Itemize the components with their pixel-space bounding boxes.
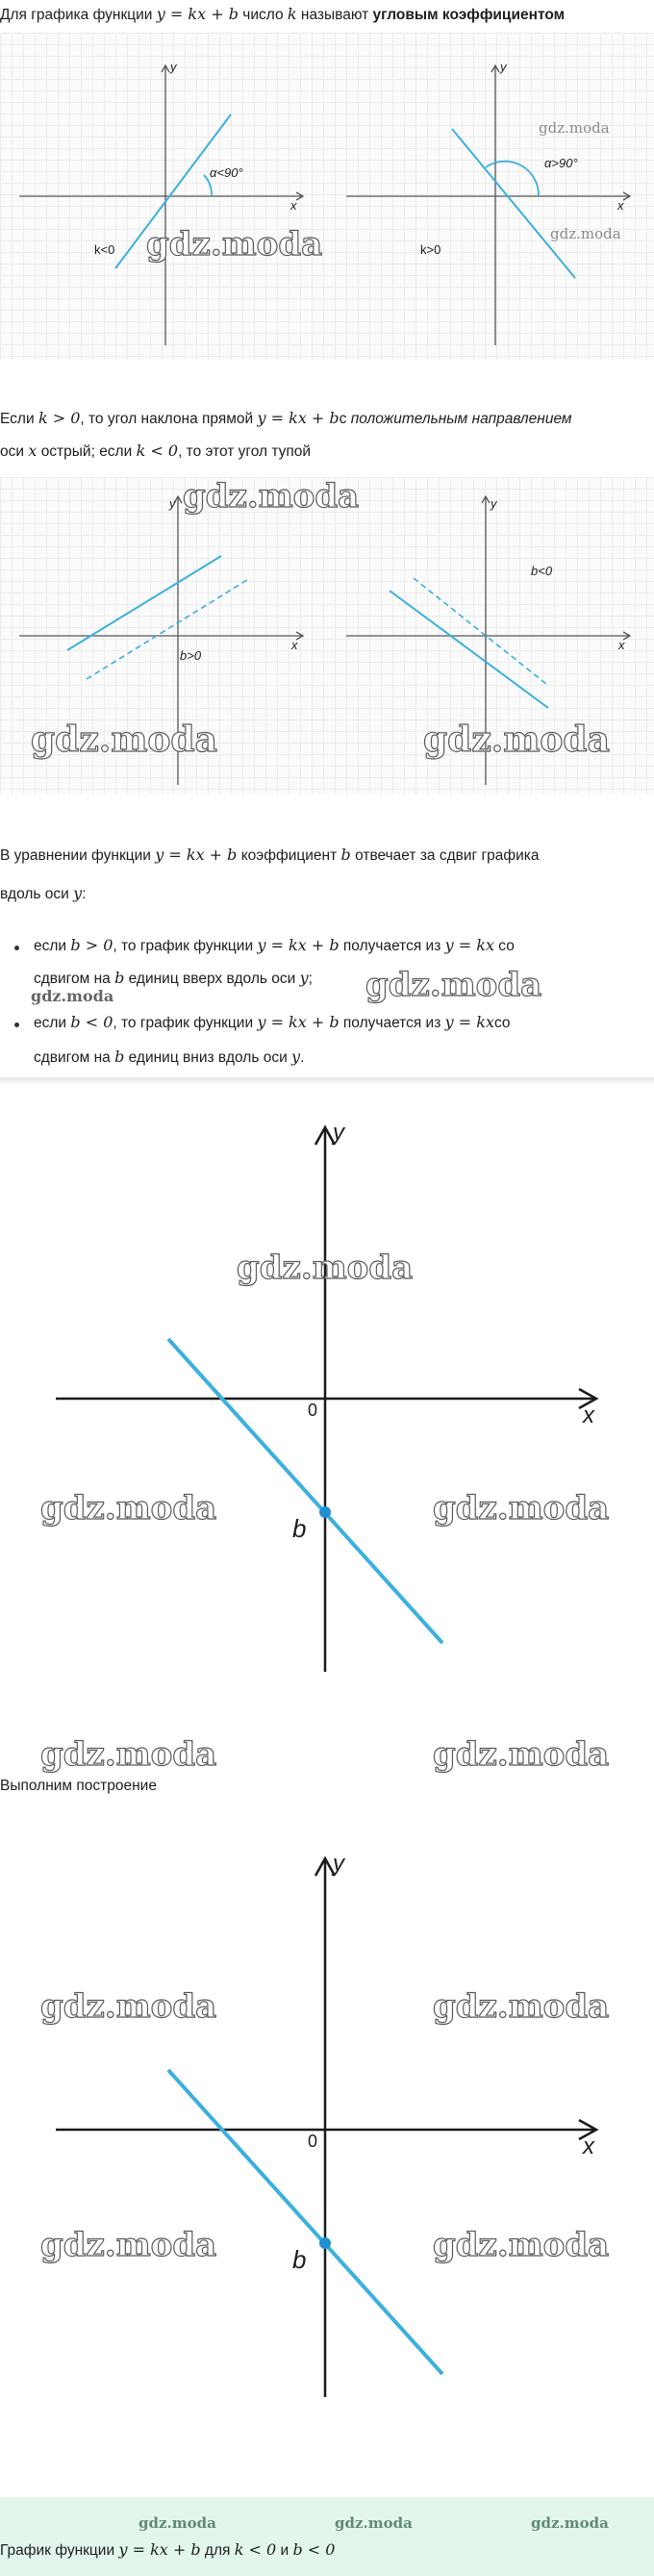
text: со xyxy=(493,1015,511,1031)
watermark: gdz.moda xyxy=(423,720,610,760)
watermark: gdz.moda xyxy=(31,987,114,1005)
x-axis-label: x xyxy=(291,638,298,652)
text: получается из xyxy=(342,1015,441,1031)
shift-paragraph-line2 xyxy=(0,883,87,905)
text: В уравнении функции xyxy=(0,847,151,864)
b-label: b<0 xyxy=(531,564,553,578)
watermark: gdz.moda xyxy=(335,2514,413,2532)
y-axis-label: y xyxy=(333,1851,344,1877)
plot-2 xyxy=(0,1847,654,2405)
b-label: b xyxy=(292,2245,307,2274)
condition: k > 0 xyxy=(38,409,81,427)
watermark: gdz.moda xyxy=(31,720,217,760)
text: получается из xyxy=(342,938,441,954)
watermark: gdz.moda xyxy=(433,1987,610,2026)
x-axis-label: x xyxy=(618,638,625,652)
formula: y = kx + b xyxy=(257,409,340,427)
text: для xyxy=(204,2542,231,2559)
text: если xyxy=(34,938,67,954)
intro-text: Для графика функции xyxy=(0,7,153,23)
intro-paragraph xyxy=(0,4,565,26)
condition: b < 0 xyxy=(70,1013,113,1031)
watermark: gdz.moda xyxy=(40,1489,217,1528)
slope-paragraph-line1 xyxy=(0,408,572,430)
origin-label: 0 xyxy=(308,2132,318,2151)
watermark: gdz.moda xyxy=(433,1735,610,1774)
condition: k < 0 xyxy=(234,2540,277,2559)
variable-b: b xyxy=(340,846,351,864)
text: сдвигом на xyxy=(34,971,111,987)
text: Если xyxy=(0,411,35,427)
angle-label: α>90° xyxy=(544,156,578,170)
shift-paragraph-line1 xyxy=(0,845,540,867)
bullet-2-line1 xyxy=(34,1012,511,1034)
text: сдвигом на xyxy=(34,1049,111,1066)
condition: b < 0 xyxy=(292,2540,336,2559)
condition: b > 0 xyxy=(70,936,113,954)
build-caption: Выполним построение xyxy=(0,1778,157,1794)
formula: y = kx + b xyxy=(155,846,238,864)
shift-figure xyxy=(0,477,654,795)
watermark: gdz.moda xyxy=(433,2226,610,2264)
formula: y = kx + b xyxy=(156,5,239,23)
watermark: gdz.moda xyxy=(531,2514,609,2532)
formula: y = kx + b xyxy=(257,1013,340,1031)
watermark: gdz.moda xyxy=(550,225,621,242)
watermark: gdz.moda xyxy=(146,225,323,264)
y-axis-label: y xyxy=(170,60,177,74)
text: , то угол наклона прямой xyxy=(80,411,254,427)
text: : xyxy=(82,886,87,902)
watermark: gdz.moda xyxy=(40,2226,217,2264)
plot-1 xyxy=(0,1116,654,1693)
k-label: k>0 xyxy=(420,242,441,257)
bullet-2-line2 xyxy=(34,1047,304,1069)
text: если xyxy=(34,1015,67,1031)
y-axis-label: y xyxy=(500,60,507,74)
bullet-icon xyxy=(14,1023,19,1027)
slope-angle-figure xyxy=(0,33,654,360)
function-line xyxy=(168,2070,442,2374)
text: вдоль оси xyxy=(0,886,69,902)
text: . xyxy=(300,1049,305,1066)
text: отвечает за сдвиг графика xyxy=(355,847,540,864)
watermark: gdz.moda xyxy=(237,1249,414,1287)
watermark: gdz.moda xyxy=(365,966,542,1004)
intercept-point xyxy=(319,2237,331,2249)
text: острый; если xyxy=(40,443,133,460)
watermark: gdz.moda xyxy=(40,1987,217,2026)
shifted-line xyxy=(390,591,548,708)
section-divider xyxy=(0,1077,654,1085)
x-axis-label: x xyxy=(583,2134,594,2159)
watermark: gdz.moda xyxy=(183,477,360,516)
variable-k: k xyxy=(287,5,297,23)
y-axis-label: y xyxy=(490,496,497,511)
formula: y = kx xyxy=(444,1013,494,1031)
bullet-icon xyxy=(14,946,19,950)
b-label: b xyxy=(292,1514,307,1543)
y-axis-label: y xyxy=(333,1120,344,1146)
watermark: gdz.moda xyxy=(539,119,610,137)
angle-label: α<90° xyxy=(210,165,243,180)
variable-b: b xyxy=(114,1048,125,1066)
base-line-dashed xyxy=(87,578,250,679)
formula: y = kx + b xyxy=(257,936,340,954)
slope-angle-svg xyxy=(0,33,654,360)
text: со xyxy=(498,938,515,954)
variable-y: y xyxy=(291,1048,301,1066)
text: единиц вниз вдоль оси xyxy=(128,1049,288,1066)
b-label: b>0 xyxy=(180,648,202,663)
variable-y: y xyxy=(299,969,309,987)
text: , то график функции xyxy=(113,1015,254,1031)
watermark: gdz.moda xyxy=(40,1735,217,1774)
variable-y: y xyxy=(73,884,83,902)
x-axis-label: x xyxy=(290,198,297,213)
emphasis: положительным направлением xyxy=(350,411,572,427)
text: оси xyxy=(0,443,25,460)
term-highlight: угловым коэффициентом xyxy=(372,7,566,23)
formula: y = kx xyxy=(444,936,494,954)
origin-label: 0 xyxy=(308,1401,318,1420)
intro-text: называют xyxy=(300,7,369,23)
base-line-dashed xyxy=(414,578,546,684)
watermark: gdz.moda xyxy=(138,2514,216,2532)
watermark: gdz.moda xyxy=(433,1489,610,1528)
bullet-1-line1 xyxy=(34,935,515,957)
x-axis-label: x xyxy=(583,1402,594,1428)
formula: y = kx + b xyxy=(118,2540,201,2559)
text: и xyxy=(280,2542,289,2559)
x-axis-label: x xyxy=(617,198,624,213)
text: График функции xyxy=(0,2542,115,2559)
answer-caption xyxy=(0,2539,335,2562)
text: с xyxy=(339,411,347,427)
condition: k < 0 xyxy=(136,442,179,460)
plot-1-svg xyxy=(0,1116,654,1693)
intro-text: число xyxy=(242,7,284,23)
k-label: k<0 xyxy=(94,242,115,257)
text: ; xyxy=(308,971,313,987)
variable-x: x xyxy=(28,442,38,460)
intercept-point xyxy=(319,1506,331,1518)
variable-b: b xyxy=(114,969,125,987)
text: , то этот угол тупой xyxy=(178,443,312,460)
text: коэффициент xyxy=(240,847,338,864)
function-line xyxy=(452,129,575,278)
slope-paragraph-line2 xyxy=(0,441,311,463)
plot-2-svg xyxy=(0,1847,654,2405)
text: , то график функции xyxy=(113,938,254,954)
answer-band xyxy=(0,2497,654,2576)
y-axis-label: y xyxy=(169,496,176,511)
text: единиц вверх вдоль оси xyxy=(128,971,296,987)
